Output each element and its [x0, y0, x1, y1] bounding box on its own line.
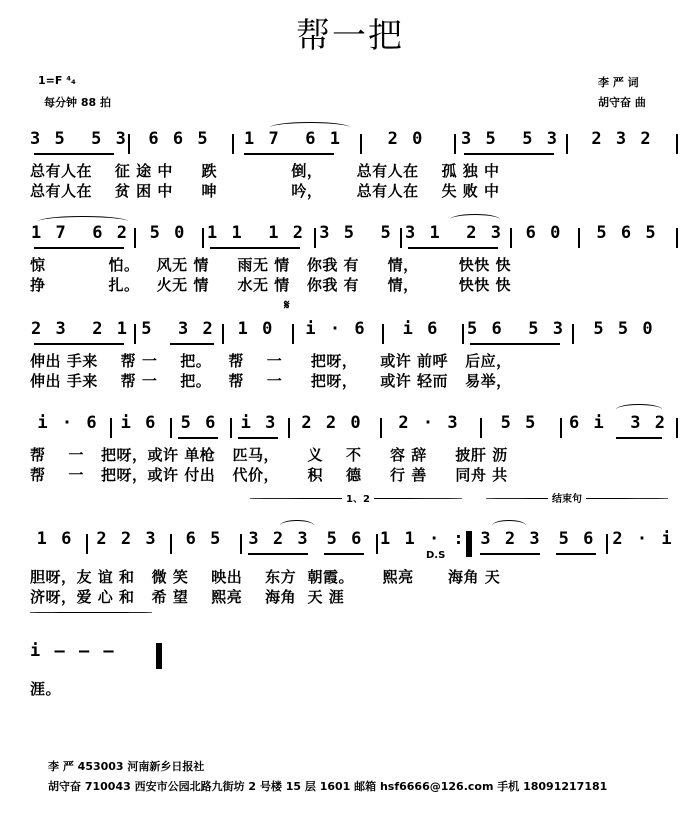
bar-line — [314, 228, 316, 248]
measure: 1 1 · : — [380, 529, 466, 549]
measure: 1 7 6 2 — [31, 223, 129, 243]
lyric-verse-2: 伸出 手来 帮 一 把。 帮 一 把呀， 或许 轻而 易举， — [30, 372, 512, 390]
beam — [238, 437, 278, 439]
measure: 2 · 3 — [398, 413, 460, 433]
measure: 5 6 — [558, 529, 596, 549]
beam — [408, 247, 498, 249]
lyric-verse-1: 胆呀，友 谊 和 微 笑 映出 东方 朝霞。 熙亮 海角 天 — [30, 568, 501, 586]
lyric-verse-1: 总有人在 征 途 中 跌 倒， 总有人在 孤 独 中 — [30, 162, 500, 180]
bar-line — [676, 418, 678, 438]
slur — [38, 216, 128, 227]
measure: 2 · i — [612, 529, 674, 549]
bar-line — [560, 418, 562, 438]
bar-line — [360, 134, 362, 154]
beam — [464, 153, 554, 155]
beam — [244, 153, 334, 155]
beam — [324, 553, 364, 555]
bar-line — [288, 418, 290, 438]
ending-bracket-continued — [30, 612, 152, 613]
lyric-verse-1: 涯。 — [30, 680, 62, 698]
beam — [556, 553, 596, 555]
slur — [450, 214, 500, 225]
lyric-verse-1: 惊 怕。 风无 情 雨无 情 你我 有 情， 快快 快 — [30, 256, 511, 274]
measure: 5 6 5 3 — [467, 319, 565, 339]
measure: 1 6 — [36, 529, 74, 549]
bar-line — [170, 418, 172, 438]
measure: i — — — — [30, 641, 116, 661]
measure: 2 3 2 1 — [31, 319, 129, 339]
bar-line — [676, 134, 678, 154]
lyric-verse-2: 总有人在 贫 困 中 呻 吟， 总有人在 失 败 中 — [30, 182, 500, 200]
measure: 5 6 5 — [596, 223, 658, 243]
slur — [270, 122, 350, 133]
lyric-verse-2: 挣 扎。 火无 情 水无 情 你我 有 情， 快快 快 — [30, 276, 511, 294]
measure: i · 6 — [305, 319, 367, 339]
bar-line — [292, 324, 294, 344]
beam — [248, 553, 308, 555]
beam — [34, 247, 124, 249]
bar-line — [232, 134, 234, 154]
measure: 3 5 5 — [319, 223, 393, 243]
measure: i 6 — [120, 413, 158, 433]
bar-line — [230, 418, 232, 438]
bar-line — [376, 534, 378, 554]
measure: 5 5 — [500, 413, 538, 433]
measure: 5 6 — [326, 529, 364, 549]
segno-sign: 𝄋 — [284, 298, 290, 313]
bar-line — [86, 534, 88, 554]
measure: 6 i 3 2 — [569, 413, 667, 433]
measure: i 3 — [240, 413, 278, 433]
bar-line — [380, 418, 382, 438]
beam — [480, 553, 540, 555]
measure: 3 1 2 3 — [405, 223, 503, 243]
lyric-verse-2: 帮 一 把呀，或许 付出 代价， 积 德 行 善 同舟 共 — [30, 466, 508, 484]
key-signature: 1=F ⁴₄ — [38, 74, 76, 87]
tempo-marking: 每分钟 88 拍 — [44, 96, 111, 109]
measure: 5 5 0 — [593, 319, 655, 339]
bar-line — [572, 324, 574, 344]
slur — [616, 404, 662, 415]
measure: 2 2 0 — [301, 413, 363, 433]
repeat-end-bar — [466, 531, 472, 557]
measure: 6 0 — [525, 223, 563, 243]
bar-line — [382, 324, 384, 344]
notation-line-5 — [30, 528, 680, 572]
ds-marking: D.S — [426, 550, 446, 561]
beam — [616, 437, 662, 439]
measure: 1 0 — [237, 319, 275, 339]
lyric-verse-1: 伸出 手来 帮 一 把。 帮 一 把呀， 或许 前呼 后应， — [30, 352, 512, 370]
composer-credit: 胡守奋 曲 — [598, 96, 646, 109]
measure: 3 5 5 3 — [30, 129, 128, 149]
bar-line — [134, 228, 136, 248]
lyricist-credit: 李 严 词 — [598, 76, 639, 89]
beam — [34, 343, 124, 345]
bar-line — [566, 134, 568, 154]
bar-line — [578, 228, 580, 248]
measure: 2 2 3 — [96, 529, 158, 549]
contact-composer: 胡守奋 710043 西安市公园北路九街坊 2 号楼 15 层 1601 邮箱 hsf6666@126.com 手机 18091217181 — [48, 780, 608, 793]
notation-line-6 — [30, 640, 680, 684]
ending-label: 结束句 — [548, 490, 586, 505]
beam — [170, 343, 214, 345]
measure: 5 0 — [149, 223, 187, 243]
measure: 1 7 6 1 — [244, 129, 342, 149]
contact-lyricist: 李 严 453003 河南新乡日报社 — [48, 760, 205, 773]
slur — [492, 520, 526, 531]
bar-line — [454, 134, 456, 154]
bar-line — [676, 228, 678, 248]
volta-label: 1、2 — [342, 490, 374, 505]
measure: i · 6 — [37, 413, 99, 433]
measure: 1 1 1 2 — [207, 223, 305, 243]
beam — [210, 247, 300, 249]
measure: 3 2 3 — [480, 529, 542, 549]
bar-line — [202, 228, 204, 248]
bar-line — [606, 534, 608, 554]
bar-line — [240, 534, 242, 554]
measure: 2 3 2 — [591, 129, 653, 149]
measure: i 6 — [402, 319, 440, 339]
beam — [178, 437, 218, 439]
slur — [280, 520, 314, 531]
measure: 6 6 5 — [148, 129, 210, 149]
bar-line — [222, 324, 224, 344]
lyric-verse-1: 帮 一 把呀，或许 单枪 匹马， 义 不 容 辞 披肝 沥 — [30, 446, 508, 464]
lyric-verse-2: 济呀，爱 心 和 希 望 熙亮 海角 天 涯 — [30, 588, 345, 606]
bar-line — [134, 324, 136, 344]
bar-line — [128, 134, 130, 154]
measure: 6 5 — [185, 529, 223, 549]
measure: 5 6 — [180, 413, 218, 433]
measure: 3 2 3 — [248, 529, 310, 549]
measure: 2 0 — [387, 129, 425, 149]
song-title: 帮一把 — [296, 16, 404, 56]
bar-line — [170, 534, 172, 554]
beam — [470, 343, 560, 345]
bar-line — [462, 324, 464, 344]
final-bar — [156, 643, 162, 669]
bar-line — [510, 228, 512, 248]
bar-line — [480, 418, 482, 438]
bar-line — [400, 228, 402, 248]
bar-line — [110, 418, 112, 438]
measure: 3 5 5 3 — [461, 129, 559, 149]
measure: 5 3 2 — [141, 319, 215, 339]
beam — [34, 153, 114, 155]
